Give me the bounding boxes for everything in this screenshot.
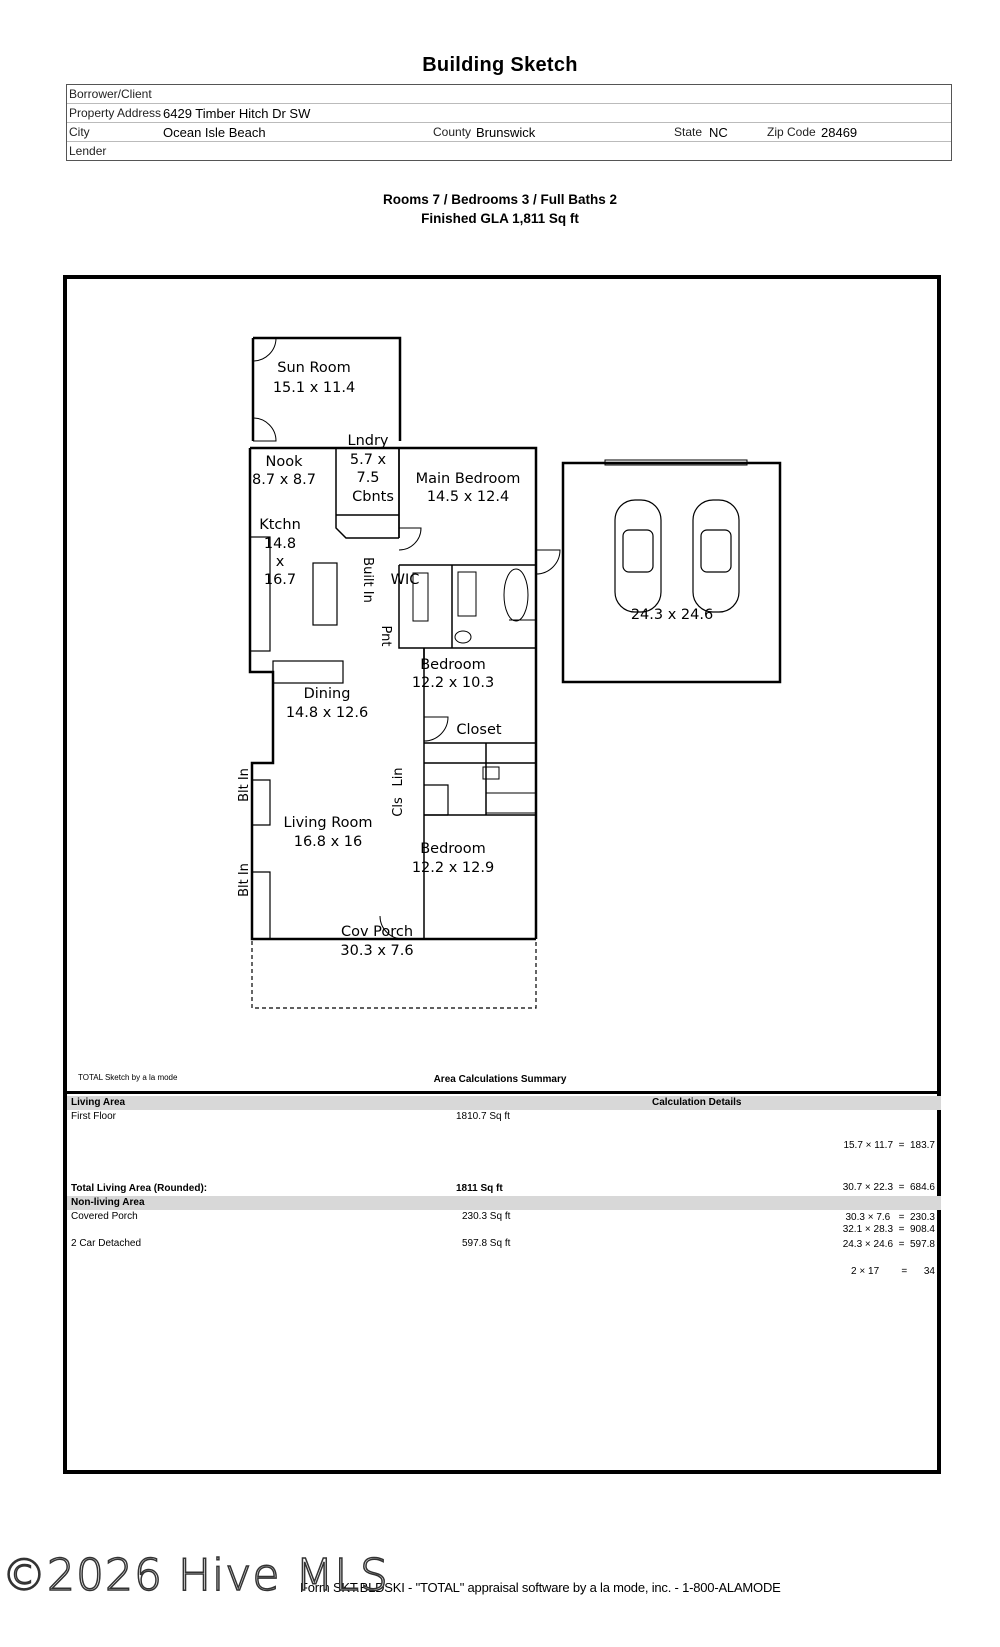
bedroom3-dims: 12.2 x 12.9 bbox=[411, 860, 495, 876]
bedroom2-dims: 12.2 x 10.3 bbox=[411, 675, 495, 691]
kitchen-counter bbox=[250, 537, 270, 651]
toilet bbox=[455, 631, 471, 643]
laundry-dims2: 7.5 bbox=[356, 470, 380, 486]
detail-line: 32.1 × 28.3 = 908.4 bbox=[842, 1224, 935, 1235]
sun-room-door bbox=[253, 338, 276, 361]
kitchen-bar bbox=[273, 661, 343, 683]
garage-dims: 24.3 x 24.6 bbox=[630, 607, 714, 623]
main-bedroom-name: Main Bedroom bbox=[415, 471, 521, 487]
garage-row bbox=[67, 1237, 941, 1251]
tub bbox=[486, 793, 536, 813]
page-title: Building Sketch bbox=[422, 54, 578, 76]
pantry-label: Pnt bbox=[378, 625, 393, 647]
living-room-name: Living Room bbox=[283, 815, 373, 831]
kitchen-dims2: x bbox=[275, 554, 285, 570]
wic-label: WIC bbox=[390, 572, 420, 588]
lender-label: Lender bbox=[69, 144, 107, 158]
kitchen-dims3: 16.7 bbox=[263, 572, 297, 588]
linen-closets bbox=[424, 785, 448, 815]
laundry-name: Lndry bbox=[347, 433, 389, 449]
bedroom-door bbox=[399, 528, 421, 550]
state-value: NC bbox=[709, 125, 728, 140]
bedroom2-name: Bedroom bbox=[420, 657, 486, 673]
living-area-band bbox=[67, 1096, 941, 1110]
living-area-label: Living Area bbox=[71, 1097, 126, 1108]
city-label: City bbox=[69, 125, 90, 139]
watermark: ©2026 Hive MLS bbox=[2, 1550, 389, 1601]
area-calc-table bbox=[67, 1091, 941, 1277]
linen-label: Lin bbox=[391, 767, 406, 787]
porch-detail: 30.3 × 7.6 = 230.3 bbox=[845, 1212, 935, 1223]
kitchen-name: Ktchn bbox=[259, 517, 301, 533]
porch-dims: 30.3 x 7.6 bbox=[340, 943, 414, 959]
living-built-ins bbox=[252, 780, 270, 939]
dining-name: Dining bbox=[303, 686, 351, 702]
closet-small-label: Cls bbox=[391, 797, 406, 817]
county-value: Brunswick bbox=[476, 125, 536, 140]
sun-room-dims: 15.1 x 11.4 bbox=[272, 380, 356, 396]
garage-walls bbox=[563, 463, 780, 682]
porch-value: 230.3 Sq ft bbox=[462, 1211, 511, 1222]
footer-text: Form SKT.BLDSKI - "TOTAL" appraisal software by a la mode, inc. - 1-800-ALAMODE bbox=[300, 1580, 781, 1595]
living-room-dims: 16.8 x 16 bbox=[293, 834, 363, 850]
garage-value: 597.8 Sq ft bbox=[462, 1238, 511, 1249]
county-label: County bbox=[433, 125, 472, 139]
lender-row bbox=[67, 142, 951, 160]
porch-label: Covered Porch bbox=[71, 1211, 138, 1222]
bedroom2-door bbox=[424, 717, 448, 741]
kitchen-dims1: 14.8 bbox=[263, 536, 297, 552]
total-row bbox=[67, 1182, 941, 1196]
calc-details-label: Calculation Details bbox=[652, 1097, 742, 1108]
cabinets-label: Cbnts bbox=[352, 489, 394, 505]
total-value: 1811 Sq ft bbox=[456, 1183, 503, 1194]
nook-name: Nook bbox=[265, 454, 303, 470]
zip-label: Zip Code bbox=[767, 125, 816, 139]
bathtub bbox=[504, 569, 528, 621]
address-value: 6429 Timber Hitch Dr SW bbox=[163, 106, 311, 121]
address-label: Property Address bbox=[69, 106, 162, 120]
laundry-dims1: 5.7 x bbox=[349, 452, 387, 468]
garage-label: 2 Car Detached bbox=[71, 1238, 142, 1249]
porch-row bbox=[67, 1210, 941, 1237]
address-row bbox=[67, 104, 951, 123]
room-count-line: Rooms 7 / Bedrooms 3 / Full Baths 2 bbox=[382, 192, 618, 207]
borrower-label: Borrower/Client bbox=[69, 87, 152, 101]
detail-line: 30.7 × 22.3 = 684.6 bbox=[842, 1182, 935, 1193]
nonliving-label: Non-living Area bbox=[71, 1197, 145, 1208]
zip-value: 28469 bbox=[821, 125, 858, 140]
dining-dims: 14.8 x 12.6 bbox=[285, 705, 369, 721]
built-in-label-1: Blt In bbox=[237, 768, 252, 802]
floor-plan bbox=[63, 275, 941, 1075]
total-label: Total Living Area (Rounded): bbox=[71, 1183, 208, 1194]
nonliving-band bbox=[67, 1196, 941, 1210]
kitchen-island bbox=[313, 563, 337, 625]
closet-label: Closet bbox=[456, 722, 502, 738]
state-label: State bbox=[674, 125, 703, 139]
sketch-credit: TOTAL Sketch by a la mode bbox=[78, 1073, 178, 1082]
main-bedroom-dims: 14.5 x 12.4 bbox=[426, 489, 510, 505]
garage-detail: 24.3 × 24.6 = 597.8 bbox=[842, 1239, 935, 1250]
gla-line: Finished GLA 1,811 Sq ft bbox=[421, 211, 579, 226]
detail-line: 2 × 17 = 34 bbox=[851, 1266, 935, 1277]
built-in-label-2: Blt In bbox=[237, 863, 252, 897]
detail-line: 15.7 × 11.7 = 183.7 bbox=[843, 1140, 935, 1151]
sun-room-name: Sun Room bbox=[277, 360, 351, 376]
vanity bbox=[458, 572, 476, 616]
first-floor-value: 1810.7 Sq ft bbox=[456, 1111, 510, 1122]
car-icon-1 bbox=[615, 500, 661, 612]
city-row bbox=[67, 123, 951, 142]
room-summary bbox=[0, 190, 1000, 228]
property-info-table bbox=[66, 84, 952, 161]
built-in-label: Built In bbox=[360, 557, 375, 603]
nook-dims: 8.7 x 8.7 bbox=[252, 472, 316, 488]
porch-name: Cov Porch bbox=[340, 924, 414, 940]
first-floor-label: First Floor bbox=[71, 1111, 116, 1122]
garage-door-swing bbox=[536, 550, 560, 574]
borrower-row bbox=[67, 85, 951, 104]
city-value: Ocean Isle Beach bbox=[163, 125, 266, 140]
bedroom3-name: Bedroom bbox=[420, 841, 486, 857]
area-calc-title: Area Calculations Summary bbox=[433, 1074, 567, 1085]
car-icon-2 bbox=[693, 500, 739, 612]
nook-door bbox=[253, 418, 276, 441]
